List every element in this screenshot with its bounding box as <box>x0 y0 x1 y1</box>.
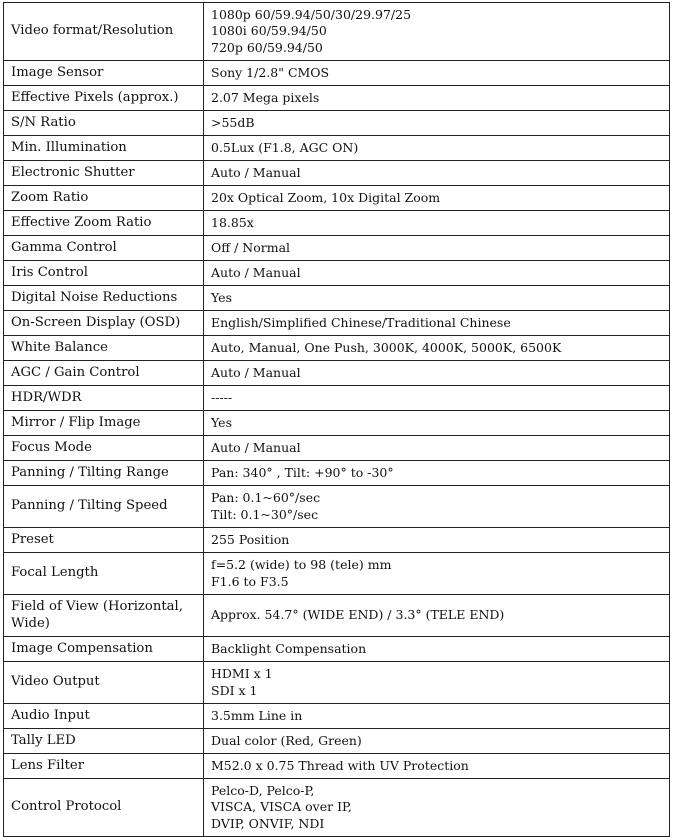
spec-value <box>204 486 670 528</box>
spec-row <box>4 3 670 61</box>
spec-label: S/N Ratio <box>4 111 204 136</box>
spec-value <box>204 211 670 236</box>
spec-value <box>204 528 670 553</box>
spec-value-line: SDI x 1 <box>211 682 258 698</box>
spec-label: Panning / Tilting Range <box>4 461 204 486</box>
spec-value-line: 1080i 60/59.94/50 <box>211 23 327 39</box>
spec-value-line: Auto / Manual <box>211 364 301 380</box>
spec-value-line: Pan: 340° , Tilt: +90° to -30° <box>211 464 394 480</box>
spec-value-line: DVIP, ONVIF, NDI <box>211 815 325 831</box>
spec-row <box>4 361 670 386</box>
spec-label: Electronic Shutter <box>4 161 204 186</box>
spec-value <box>204 336 670 361</box>
spec-row <box>4 386 670 411</box>
spec-value <box>204 386 670 411</box>
spec-value <box>204 754 670 779</box>
spec-value <box>204 553 670 595</box>
spec-label: Image Sensor <box>4 61 204 86</box>
spec-value-line: 2.07 Mega pixels <box>211 89 320 105</box>
spec-value-line: Sony 1/2.8" CMOS <box>211 64 330 80</box>
spec-value-line: Auto / Manual <box>211 264 301 280</box>
spec-value-line: 3.5mm Line in <box>211 707 303 723</box>
spec-row <box>4 186 670 211</box>
spec-value-line: f=5.2 (wide) to 98 (tele) mm <box>211 557 392 572</box>
spec-row <box>4 236 670 261</box>
spec-value <box>204 86 670 111</box>
spec-value-line: >55dB <box>211 114 255 130</box>
spec-value <box>204 236 670 261</box>
spec-value-line: 255 Position <box>211 531 290 547</box>
spec-value-line: Auto / Manual <box>211 164 301 180</box>
spec-label: Digital Noise Reductions <box>4 286 204 311</box>
spec-value <box>204 436 670 461</box>
spec-value-line: 20x Optical Zoom, 10x Digital Zoom <box>211 189 441 205</box>
spec-label: Panning / Tilting Speed <box>4 486 204 528</box>
spec-label: Audio Input <box>4 704 204 729</box>
spec-value <box>204 637 670 662</box>
spec-value-line: ----- <box>211 389 233 405</box>
spec-value <box>204 136 670 161</box>
spec-label: Video Output <box>4 662 204 704</box>
spec-label: Video format/Resolution <box>4 3 204 61</box>
spec-row <box>4 637 670 662</box>
spec-value-line: M52.0 x 0.75 Thread with UV Protection <box>211 757 469 773</box>
spec-label: Focal Length <box>4 553 204 595</box>
spec-label: White Balance <box>4 336 204 361</box>
spec-row <box>4 553 670 595</box>
spec-value-line: F1.6 to F3.5 <box>211 573 289 589</box>
spec-row <box>4 286 670 311</box>
spec-row <box>4 461 670 486</box>
spec-value <box>204 779 670 837</box>
spec-row <box>4 336 670 361</box>
spec-label: Preset <box>4 528 204 553</box>
spec-value <box>204 729 670 754</box>
spec-value-line: 1080p 60/59.94/50/30/29.97/25 <box>211 6 412 22</box>
spec-value-line: Off / Normal <box>211 239 291 255</box>
spec-row <box>4 211 670 236</box>
spec-label: Tally LED <box>4 729 204 754</box>
spec-label: On-Screen Display (OSD) <box>4 311 204 336</box>
spec-label: HDR/WDR <box>4 386 204 411</box>
spec-value-line: Dual color (Red, Green) <box>211 732 362 748</box>
spec-label: AGC / Gain Control <box>4 361 204 386</box>
spec-value <box>204 286 670 311</box>
spec-row <box>4 729 670 754</box>
spec-value-line: Yes <box>211 414 232 430</box>
spec-value <box>204 261 670 286</box>
spec-table-body <box>4 3 670 837</box>
spec-label: Control Protocol <box>4 779 204 837</box>
spec-value <box>204 3 670 61</box>
spec-value-line: English/Simplified Chinese/Traditional Chinese <box>211 314 511 330</box>
spec-row <box>4 486 670 528</box>
spec-value-line: 720p 60/59.94/50 <box>211 39 323 55</box>
spec-value <box>204 704 670 729</box>
spec-label: Zoom Ratio <box>4 186 204 211</box>
spec-row <box>4 528 670 553</box>
spec-label: Min. Illumination <box>4 136 204 161</box>
spec-value <box>204 161 670 186</box>
spec-label: Focus Mode <box>4 436 204 461</box>
spec-label: Gamma Control <box>4 236 204 261</box>
spec-value-line: Tilt: 0.1~30°/sec <box>211 506 319 522</box>
spec-value <box>204 411 670 436</box>
spec-row <box>4 779 670 837</box>
spec-value-line: Backlight Compensation <box>211 640 367 656</box>
spec-row <box>4 86 670 111</box>
spec-row <box>4 662 670 704</box>
spec-row <box>4 595 670 637</box>
spec-row <box>4 261 670 286</box>
spec-value-line: Auto, Manual, One Push, 3000K, 4000K, 5000K, 6500K <box>211 339 562 355</box>
spec-value-line: 0.5Lux (F1.8, AGC ON) <box>211 139 359 155</box>
spec-row <box>4 111 670 136</box>
spec-row <box>4 754 670 779</box>
spec-label: Effective Pixels (approx.) <box>4 86 204 111</box>
spec-value <box>204 361 670 386</box>
spec-value-line: Auto / Manual <box>211 439 301 455</box>
spec-label: Field of View (Horizontal, Wide) <box>4 595 204 637</box>
spec-row <box>4 136 670 161</box>
spec-value <box>204 186 670 211</box>
spec-value-line: Pelco-D, Pelco-P, <box>211 782 315 798</box>
spec-value <box>204 461 670 486</box>
spec-row <box>4 704 670 729</box>
spec-value <box>204 595 670 637</box>
spec-table <box>3 2 670 837</box>
spec-value <box>204 662 670 704</box>
spec-label: Lens Filter <box>4 754 204 779</box>
spec-label: Mirror / Flip Image <box>4 411 204 436</box>
spec-label: Effective Zoom Ratio <box>4 211 204 236</box>
spec-label: Iris Control <box>4 261 204 286</box>
spec-row <box>4 311 670 336</box>
spec-value-line: 18.85x <box>211 214 254 230</box>
spec-row <box>4 61 670 86</box>
spec-value <box>204 311 670 336</box>
spec-value <box>204 111 670 136</box>
spec-row <box>4 161 670 186</box>
spec-row <box>4 411 670 436</box>
spec-label: Image Compensation <box>4 637 204 662</box>
spec-value <box>204 61 670 86</box>
spec-value-line: Yes <box>211 289 232 305</box>
spec-row <box>4 436 670 461</box>
spec-value-line: Pan: 0.1~60°/sec <box>211 490 321 505</box>
spec-value-line: VISCA, VISCA over IP, <box>211 799 352 815</box>
spec-value-line: HDMI x 1 <box>211 666 273 681</box>
spec-value-line: Approx. 54.7° (WIDE END) / 3.3° (TELE END) <box>211 607 505 623</box>
